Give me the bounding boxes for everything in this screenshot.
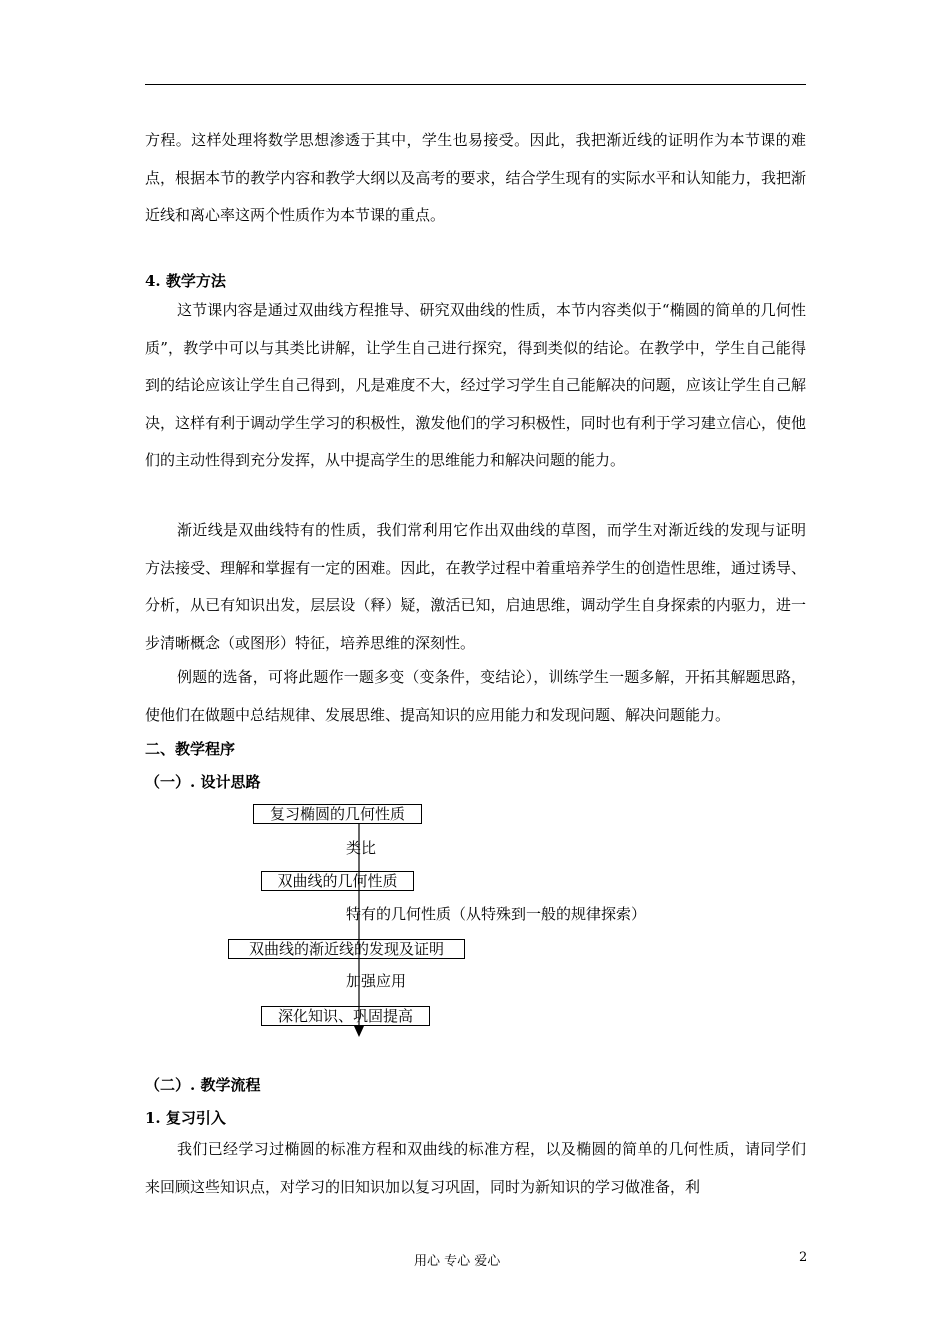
flow-label-application: 加强应用 (346, 972, 407, 990)
paragraph-review: 我们已经学习过椭圆的标准方程和双曲线的标准方程，以及椭圆的简单的几何性质，请同学们来回顾这些知识点，对学习的旧知识加以复习巩固，同时为新知识的学习做准备，利 (145, 1140, 806, 1196)
page-number: 2 (799, 1250, 808, 1265)
heading-design-idea: （一）. 设计思路 (145, 773, 261, 791)
heading-review-intro: 1. 复习引入 (145, 1109, 226, 1127)
heading-teaching-method: 4. 教学方法 (145, 272, 226, 290)
paragraph-examples: 例题的选备，可将此题作一题多变（变条件，变结论），训练学生一题多解，开拓其解题思路，使他们在做题中总结规律、发展思维、提高知识的应用能力和发现问题、解决问题能力。 (145, 668, 806, 724)
flow-box-deepen-knowledge: 深化知识、巩固提高 (261, 1006, 430, 1026)
flow-label-analogy: 类比 (346, 839, 377, 857)
paragraph-teaching-method: 这节课内容是通过双曲线方程推导、研究双曲线的性质，本节内容类似于“椭圆的简单的几何性质”，教学中可以与其类比讲解，让学生自己进行探究，得到类似的结论。在教学中，学生自己能得到的结论应该让学生自己得到，凡是难度不大，经过学习学生自己能解决的问题，应该让学生自己解决，这样有利于调动学生学习的积极性，激发他们的学习积极性，同时也有利于学习建立信心，使他们的主动性得到充分发挥，从中提高学生的思维能力和解决问题的能力。 (145, 301, 806, 469)
footer-motto: 用心 专心 爱心 (414, 1254, 501, 1269)
flow-box-asymptote-proof: 双曲线的渐近线的发现及证明 (228, 939, 465, 959)
flow-box-review-ellipse: 复习椭圆的几何性质 (253, 804, 422, 824)
heading-teaching-program: 二、教学程序 (145, 740, 236, 758)
paragraph-intro-continuation: 方程。这样处理将数学思想渗透于其中，学生也易接受。因此，我把渐近线的证明作为本节课的难点，根据本节的教学内容和教学大纲以及高考的要求，结合学生现有的实际水平和认知能力，我把渐近线和离心率这两个性质作为本节课的重点。 (145, 131, 806, 224)
flow-box-hyperbola-properties: 双曲线的几何性质 (261, 871, 414, 891)
heading-teaching-flow: （二）. 教学流程 (145, 1076, 261, 1094)
paragraph-asymptote: 渐近线是双曲线特有的性质，我们常利用它作出双曲线的草图，而学生对渐近线的发现与证明方法接受、理解和掌握有一定的困难。因此，在教学过程中着重培养学生的创造性思维，通过诱导、分析，从已有知识出发，层层设（释）疑，激活已知，启迪思维，调动学生自身探索的内驱力，进一步清晰概念（或图形）特征，培养思维的深刻性。 (145, 521, 806, 652)
flow-label-unique-properties: 特有的几何性质（从特殊到一般的规律探索） (346, 905, 647, 923)
